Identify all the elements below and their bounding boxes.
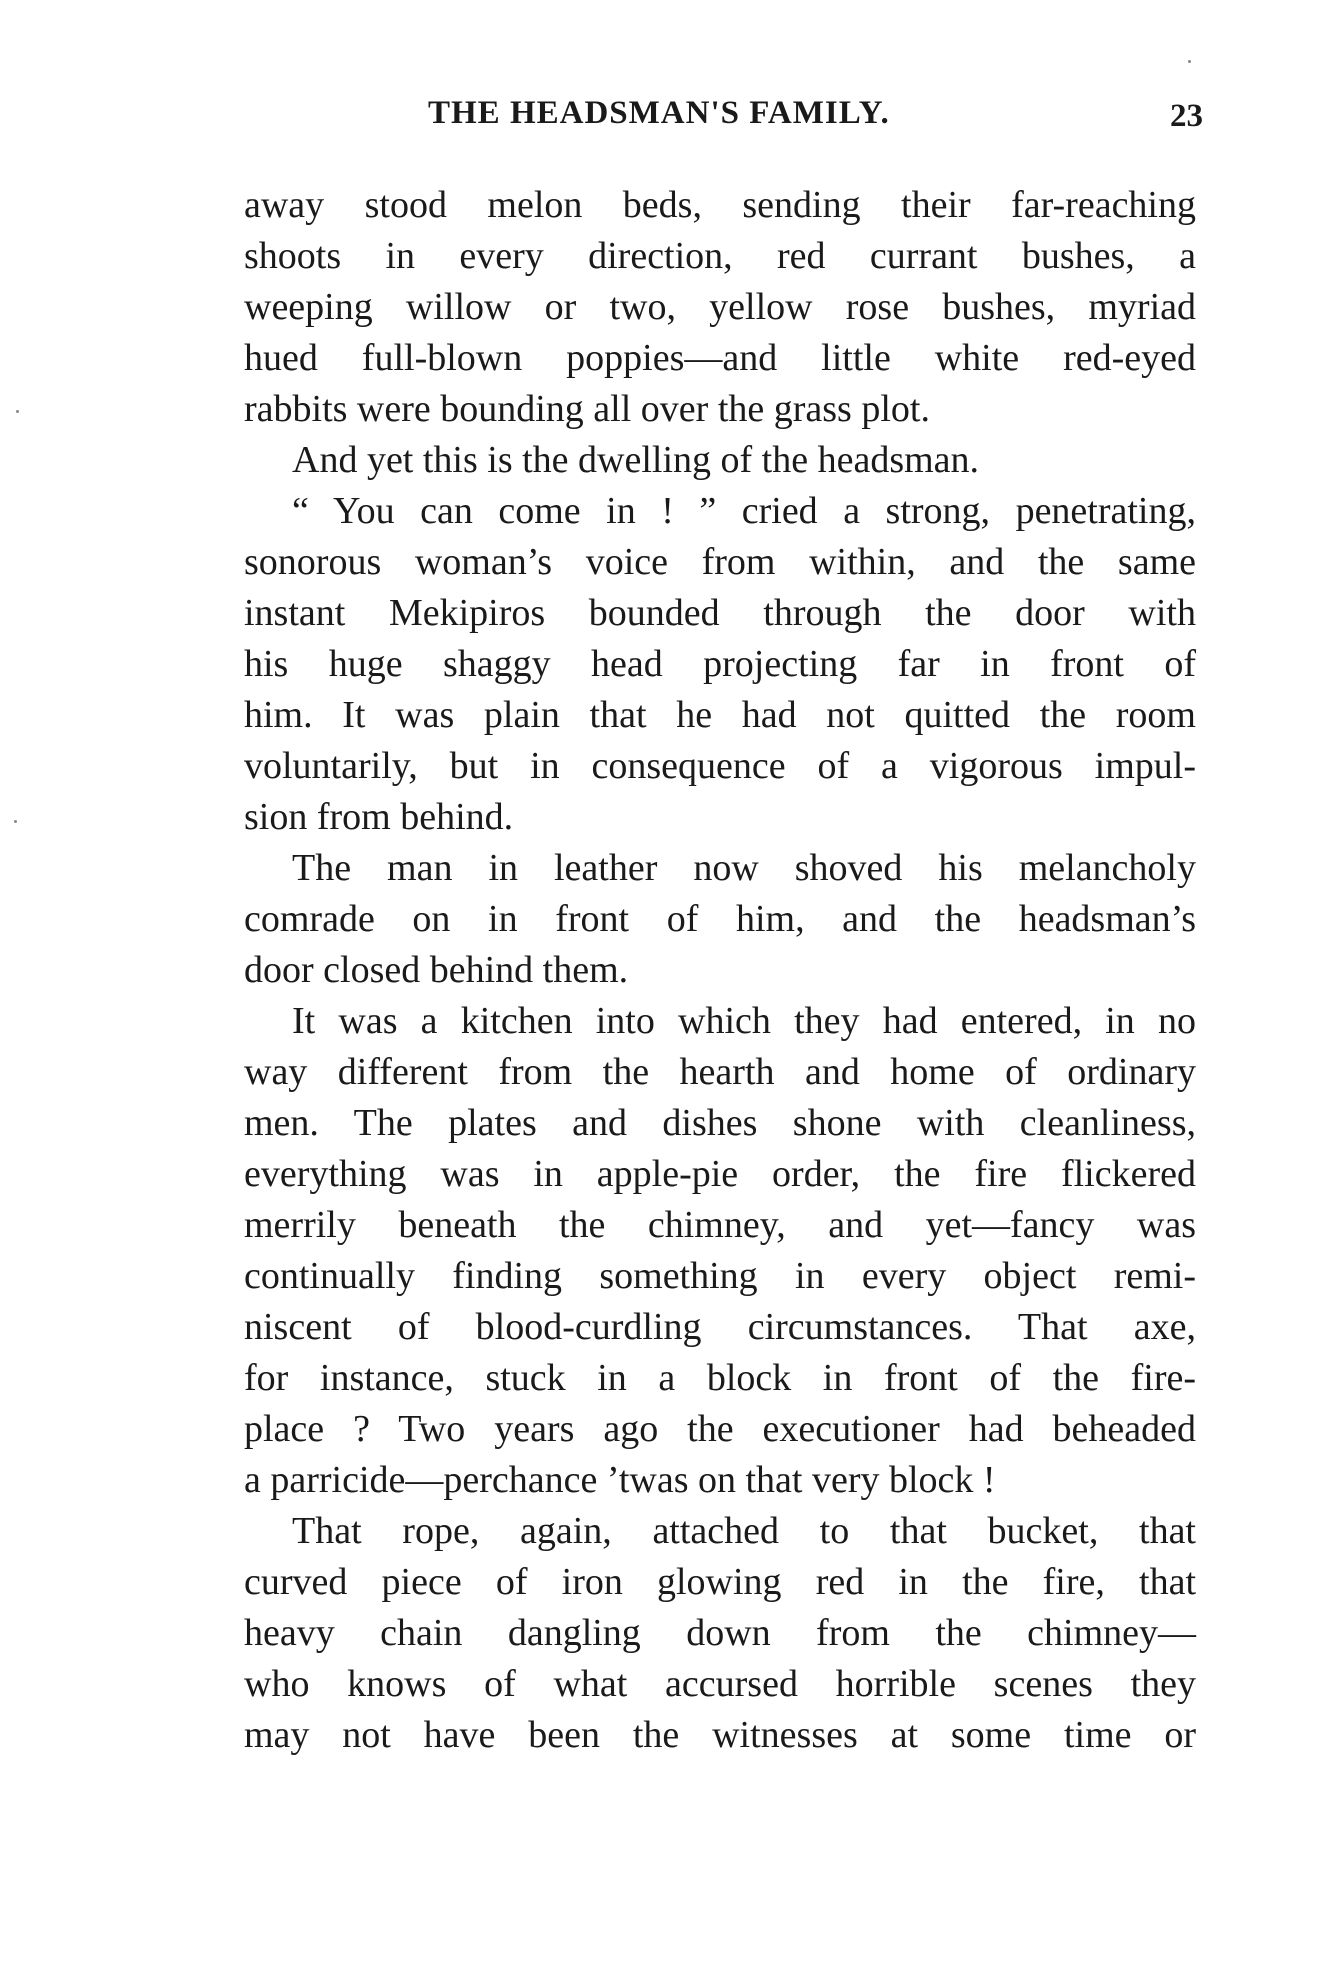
text-line: voluntarily, but in consequence of a vigorous impul- xyxy=(244,745,1196,787)
scan-speck xyxy=(16,410,19,413)
text-line: niscent of blood-curdling circumstances. That axe, xyxy=(244,1306,1196,1348)
text-line: sonorous woman’s voice from within, and the same xyxy=(244,541,1196,583)
paragraph-start-line: “ You can come in ! ” cried a strong, penetrating, xyxy=(292,490,1196,532)
running-title: THE HEADSMAN'S FAMILY. xyxy=(428,95,890,131)
text-line: curved piece of iron glowing red in the fire, that xyxy=(244,1561,1196,1603)
paragraph-start-line: It was a kitchen into which they had entered, in no xyxy=(292,1000,1196,1042)
paragraph-start-line: The man in leather now shoved his melancholy xyxy=(292,847,1196,889)
text-line: place ? Two years ago the executioner had beheaded xyxy=(244,1408,1196,1450)
text-line: instant Mekipiros bounded through the door with xyxy=(244,592,1196,634)
text-line: for instance, stuck in a block in front of the fire- xyxy=(244,1357,1196,1399)
text-line: rabbits were bounding all over the grass plot. xyxy=(244,388,930,430)
text-line: door closed behind them. xyxy=(244,949,629,991)
text-line: a parricide—perchance ’twas on that very block ! xyxy=(244,1459,996,1501)
paragraph-start-line: That rope, again, attached to that bucket, that xyxy=(292,1510,1196,1552)
paragraph-start-line: And yet this is the dwelling of the headsman. xyxy=(292,439,980,481)
page-number: 23 xyxy=(1170,98,1203,134)
text-line: his huge shaggy head projecting far in front of xyxy=(244,643,1196,685)
text-line: men. The plates and dishes shone with cleanliness, xyxy=(244,1102,1196,1144)
text-line: who knows of what accursed horrible scenes they xyxy=(244,1663,1196,1705)
text-line: sion from behind. xyxy=(244,796,514,838)
text-line: continually finding something in every object remi- xyxy=(244,1255,1196,1297)
text-line: everything was in apple-pie order, the fire flickered xyxy=(244,1153,1196,1195)
text-line: shoots in every direction, red currant bushes, a xyxy=(244,235,1196,277)
body-text xyxy=(244,180,1196,1761)
text-line: hued full-blown poppies—and little white red-eyed xyxy=(244,337,1196,379)
scan-speck xyxy=(14,820,17,823)
text-line: way different from the hearth and home of ordinary xyxy=(244,1051,1196,1093)
text-line: him. It was plain that he had not quitted the room xyxy=(244,694,1196,736)
text-line: merrily beneath the chimney, and yet—fancy was xyxy=(244,1204,1196,1246)
text-line: away stood melon beds, sending their far-reaching xyxy=(244,184,1196,226)
text-line: weeping willow or two, yellow rose bushes, myriad xyxy=(244,286,1196,328)
text-line: heavy chain dangling down from the chimney— xyxy=(244,1612,1196,1654)
text-line: may not have been the witnesses at some time or xyxy=(244,1714,1196,1756)
scan-speck xyxy=(1188,60,1191,63)
text-line: comrade on in front of him, and the headsman’s xyxy=(244,898,1196,940)
